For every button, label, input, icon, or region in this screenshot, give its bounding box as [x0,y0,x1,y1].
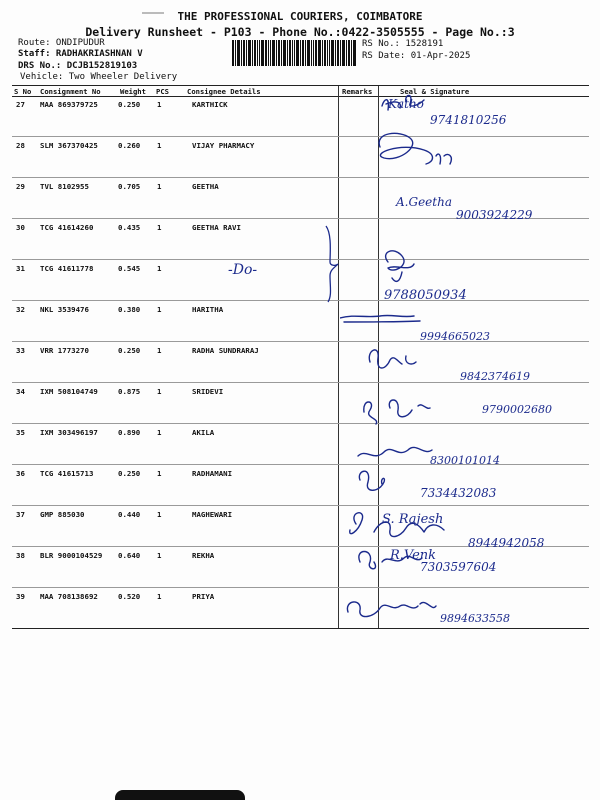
signature-phone-5: 9842374619 [460,370,530,383]
row-sno: 29 [16,182,25,191]
row-consignee: PRIYA [192,592,215,601]
row-consignee: SRIDEVI [192,387,224,396]
col-pcs: PCS [156,87,169,96]
row-pcs: 1 [157,346,162,355]
row-sno: 36 [16,469,25,478]
col-signature: Seal & Signature [400,87,470,96]
row-sno: 30 [16,223,25,232]
signature-phone-6: 9790002680 [482,403,552,416]
staff-label: Staff: RADHAKRIASHNAN V [18,49,143,59]
row-pcs: 1 [157,428,162,437]
row-weight: 0.435 [118,223,141,232]
barcode-icon [232,40,356,66]
row-consignee: REKHA [192,551,215,560]
signature-name-2: A.Geetha [396,195,452,209]
row-consignment: VRR 1773270 [40,346,89,355]
row-consignment: TVL 8102955 [40,182,89,191]
row-sno: 28 [16,141,25,150]
row-weight: 0.875 [118,387,141,396]
signature-phone-9: 8944942058 [468,536,545,550]
row-consignment: GMP 885030 [40,510,85,519]
signature-area [340,92,590,632]
row-consignment: TCG 41615713 [40,469,94,478]
row-weight: 0.250 [118,469,141,478]
row-sno: 34 [16,387,25,396]
row-consignee: HARITHA [192,305,224,314]
row-weight: 0.890 [118,428,141,437]
row-pcs: 1 [157,264,162,273]
row-consignment: IXM 508104749 [40,387,98,396]
row-pcs: 1 [157,223,162,232]
row-weight: 0.545 [118,264,141,273]
row-pcs: 1 [157,141,162,150]
row-weight: 0.640 [118,551,141,560]
row-weight: 0.250 [118,346,141,355]
signature-name-3: S. Rajesh [382,512,444,527]
row-consignment: MAA 708138692 [40,592,98,601]
col-sno: S No [14,87,32,96]
row-sno: 35 [16,428,25,437]
row-consignment: SLM 367370425 [40,141,98,150]
row-pcs: 1 [157,592,162,601]
row-sno: 37 [16,510,25,519]
company-title: THE PROFESSIONAL COURIERS, COIMBATORE [177,10,423,23]
row-pcs: 1 [157,305,162,314]
signature-phone-10: 7303597604 [420,560,497,574]
row-consignment: IXM 303496197 [40,428,98,437]
signature-phone-1: 9741810256 [430,113,507,127]
row-consignee: AKILA [192,428,215,437]
row-consignment: TCG 41614260 [40,223,94,232]
row-consignment: BLR 9000104529 [40,551,103,560]
signature-name-1: Katho [388,97,424,111]
row-consignee: RADHA SUNDRARAJ [192,346,259,355]
signature-phone-7: 8300101014 [430,454,500,467]
row-consignee: GEETHA [192,182,219,191]
signature-phone-3: 9788050934 [384,288,467,303]
col-consignment: Consignment No [40,87,101,96]
row-sno: 38 [16,551,25,560]
row-consignee: RADHAMANI [192,469,233,478]
row-consignment: MAA 869379725 [40,100,98,109]
row-consignee: KARTHICK [192,100,228,109]
signature-phone-4: 9994665023 [420,330,490,343]
col-consignee: Consignee Details [187,87,261,96]
table-top-rule [12,85,589,86]
row-sno: 31 [16,264,25,273]
rs-date: RS Date: 01-Apr-2025 [362,51,471,61]
ditto-mark: -Do- [228,262,258,278]
row-consignment: NKL 3539476 [40,305,89,314]
runsheet-title: Delivery Runsheet - P103 - Phone No.:0422-3505555 - Page No.:3 [85,25,515,39]
row-pcs: 1 [157,469,162,478]
signature-name-4: R.Venk [390,548,437,563]
row-pcs: 1 [157,510,162,519]
row-weight: 0.440 [118,510,141,519]
signature-phone-11: 9894633558 [440,612,510,625]
row-pcs: 1 [157,182,162,191]
row-sno: 39 [16,592,25,601]
row-pcs: 1 [157,551,162,560]
row-pcs: 1 [157,100,162,109]
row-weight: 0.380 [118,305,141,314]
row-sno: 27 [16,100,25,109]
vehicle-label: Vehicle: Two Wheeler Delivery [20,72,178,82]
rs-number: RS No.: 1528191 [362,39,444,49]
row-consignment: TCG 41611778 [40,264,94,273]
signature-phone-2: 9003924229 [456,208,533,222]
row-consignee: MAGHEWARI [192,510,233,519]
route-label: Route: ONDIPUDUR [18,38,105,48]
row-weight: 0.705 [118,182,141,191]
row-weight: 0.250 [118,100,141,109]
row-consignee: GEETHA RAVI [192,223,241,232]
drs-label: DRS No.: DCJB152819103 [18,61,138,71]
row-weight: 0.520 [118,592,141,601]
signature-phone-8: 7334432083 [420,486,497,500]
col-remarks: Remarks [342,87,373,96]
row-sno: 32 [16,305,25,314]
col-weight: Weight [120,87,146,96]
row-weight: 0.260 [118,141,141,150]
scan-mark-bottom [115,790,245,800]
row-pcs: 1 [157,387,162,396]
row-sno: 33 [16,346,25,355]
row-consignee: VIJAY PHARMACY [192,141,255,150]
